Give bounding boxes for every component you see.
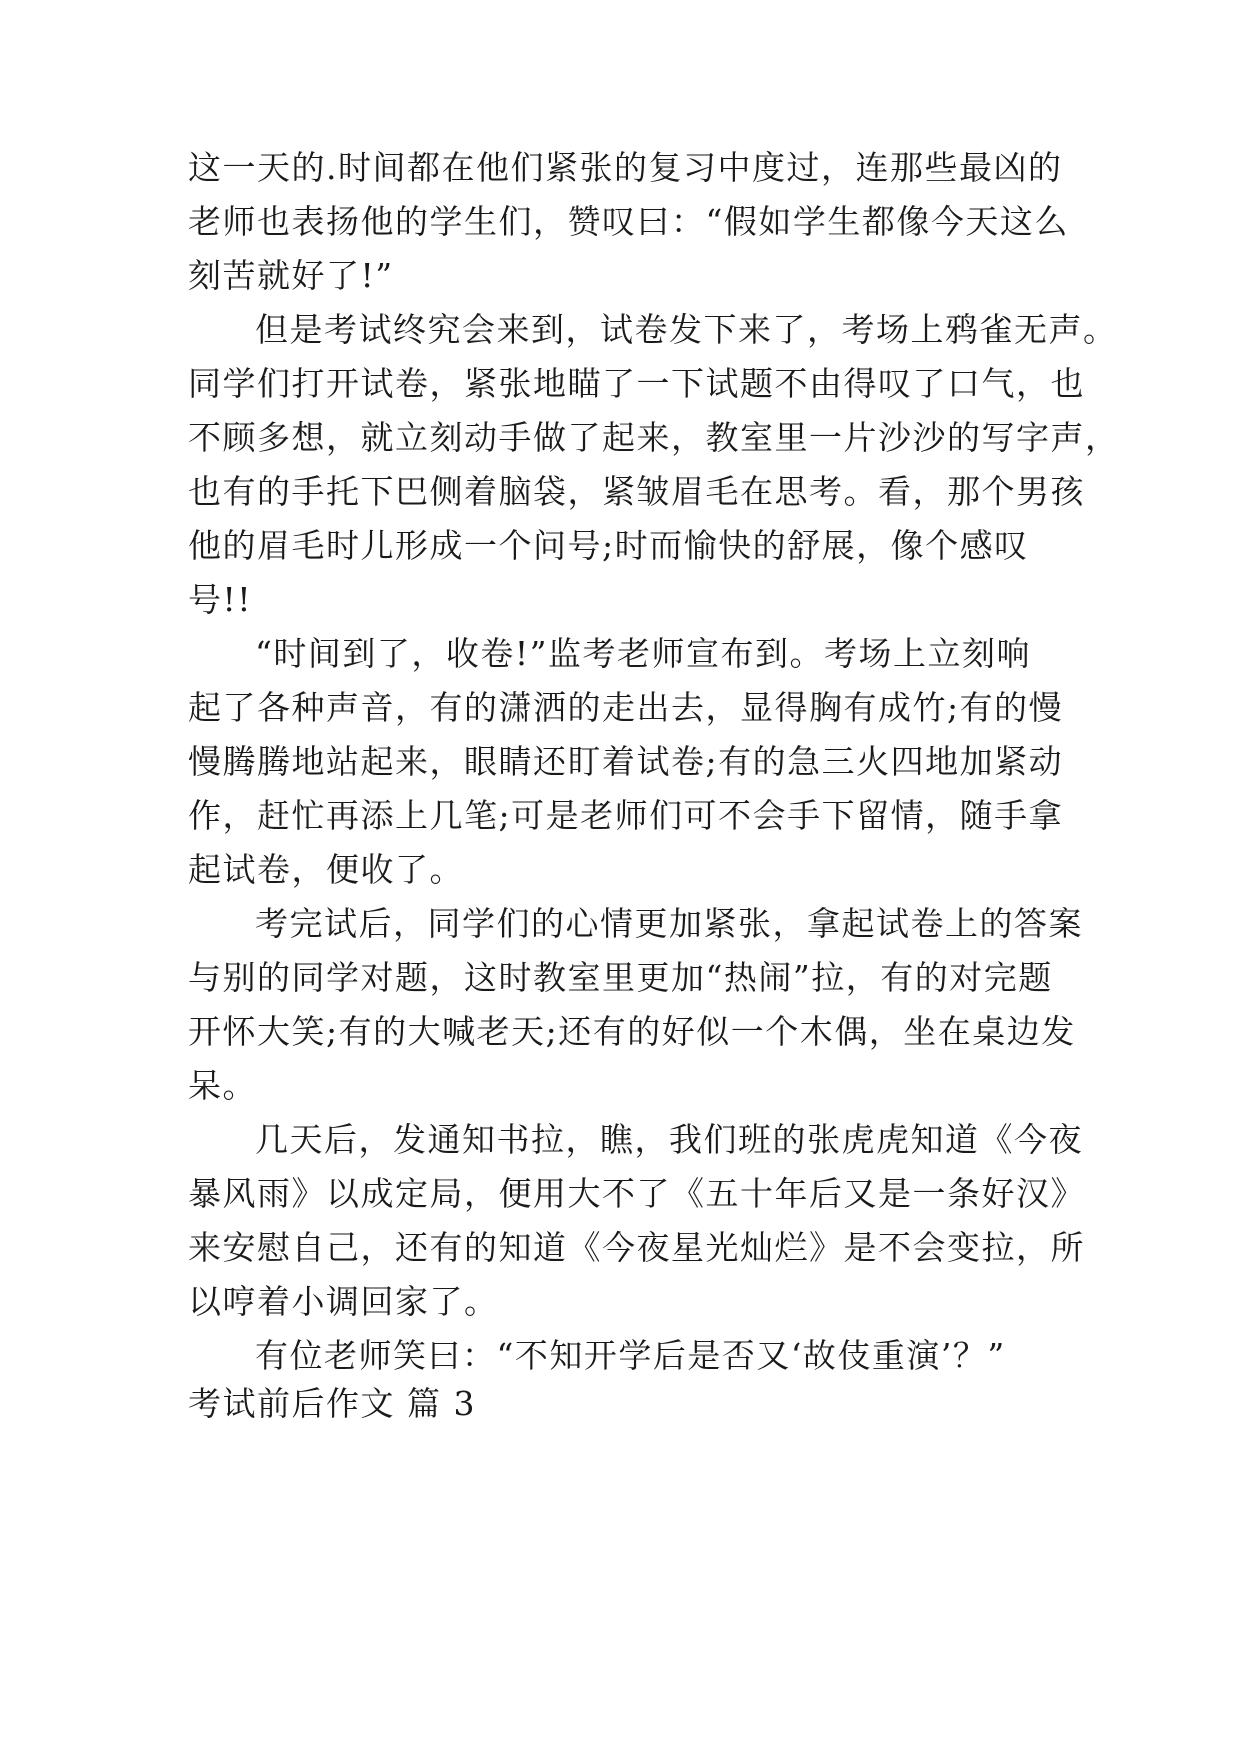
paragraph-start-line: 考完试后，同学们的心情更加紧张，拿起试卷上的答案 bbox=[255, 904, 1083, 943]
text-line: 暴风雨》以成定局，便用大不了《五十年后又是一条好汉》 bbox=[188, 1174, 1085, 1213]
paragraph-start-line: 有位老师笑曰：“不知开学后是否又‘故伎重演’？” bbox=[255, 1336, 1006, 1375]
text-line: 起试卷，便收了。 bbox=[188, 850, 464, 889]
text-line: 作，赶忙再添上几笔;可是老师们可不会手下留情，随手拿 bbox=[188, 796, 1064, 835]
text-line: 他的眉毛时儿形成一个问号;时而愉快的舒展，像个感叹 bbox=[188, 526, 1029, 565]
paragraph-start-line: 几天后，发通知书拉，瞧，我们班的张虎虎知道《今夜 bbox=[255, 1120, 1083, 1159]
text-line: 也有的手托下巴侧着脑袋，紧皱眉毛在思考。看，那个男孩 bbox=[188, 472, 1085, 511]
text-line: 起了各种声音，有的潇洒的走出去，显得胸有成竹;有的慢 bbox=[188, 688, 1064, 727]
text-line: 刻苦就好了!” bbox=[188, 256, 394, 295]
text-line: 慢腾腾地站起来，眼睛还盯着试卷;有的急三火四地加紧动 bbox=[188, 742, 1064, 781]
text-line: 不顾多想，就立刻动手做了起来，教室里一片沙沙的写字声， bbox=[188, 418, 1120, 457]
text-line: 以哼着小调回家了。 bbox=[188, 1282, 499, 1321]
text-line: 这一天的.时间都在他们紧张的复习中度过，连那些最凶的 bbox=[188, 148, 1063, 187]
text-line: 号!! bbox=[188, 580, 253, 619]
text-line: 来安慰自己，还有的知道《今夜星光灿烂》是不会变拉，所 bbox=[188, 1228, 1085, 1267]
text-line: 老师也表扬他的学生们，赞叹曰：“假如学生都像今天这么 bbox=[188, 202, 1069, 241]
paragraph-start-line: “时间到了，收卷!”监考老师宣布到。考场上立刻响 bbox=[255, 634, 1032, 673]
text-line: 呆。 bbox=[188, 1066, 257, 1105]
text-line: 与别的同学对题，这时教室里更加“热闹”拉，有的对完题 bbox=[188, 958, 1053, 997]
paragraph-start-line: 但是考试终究会来到，试卷发下来了，考场上鸦雀无声。 bbox=[255, 310, 1118, 349]
text-line: 同学们打开试卷，紧张地瞄了一下试题不由得叹了口气，也 bbox=[188, 364, 1085, 403]
section-heading: 考试前后作文 篇 3 bbox=[188, 1384, 476, 1423]
text-line: 开怀大笑;有的大喊老天;还有的好似一个木偶，坐在桌边发 bbox=[188, 1012, 1076, 1051]
